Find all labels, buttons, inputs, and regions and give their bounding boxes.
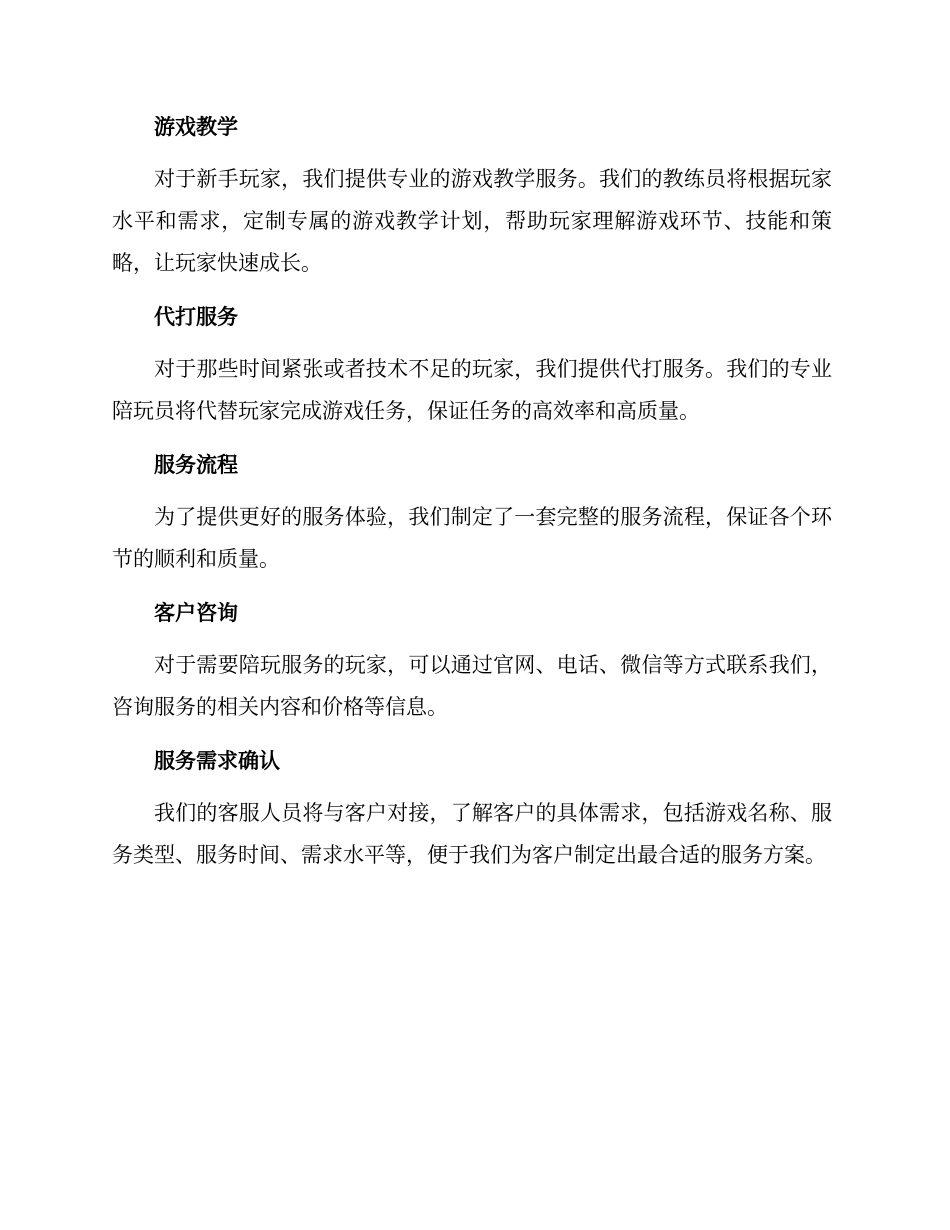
section-boosting-service: [112, 294, 832, 432]
section-heading: 代打服务: [154, 305, 238, 329]
section-paragraph: 对于需要陪玩服务的玩家，可以通过官网、电话、微信等方式联系我们，咨询服务的相关内容和价格等信息。: [112, 653, 832, 719]
section-heading: 客户咨询: [154, 601, 238, 625]
section-paragraph: 我们的客服人员将与客户对接，了解客户的具体需求，包括游戏名称、服务类型、服务时间、需求水平等，便于我们为客户制定出最合适的服务方案。: [112, 801, 832, 867]
section-game-teaching: [112, 104, 832, 284]
section-paragraph: 为了提供更好的服务体验，我们制定了一套完整的服务流程，保证各个环节的顺利和质量。: [112, 505, 832, 571]
section-heading: 服务流程: [154, 453, 238, 477]
section-customer-consultation: [112, 590, 832, 728]
section-paragraph: 对于新手玩家，我们提供专业的游戏教学服务。我们的教练员将根据玩家水平和需求，定制专属的游戏教学计划，帮助玩家理解游戏环节、技能和策略，让玩家快速成长。: [112, 167, 832, 275]
section-heading: 服务需求确认: [154, 749, 280, 773]
section-heading: 游戏教学: [154, 115, 238, 139]
document-page: [112, 104, 832, 886]
section-paragraph: 对于那些时间紧张或者技术不足的玩家，我们提供代打服务。我们的专业陪玩员将代替玩家完成游戏任务，保证任务的高效率和高质量。: [112, 357, 832, 423]
section-service-process: [112, 442, 832, 580]
section-requirement-confirmation: [112, 738, 832, 876]
